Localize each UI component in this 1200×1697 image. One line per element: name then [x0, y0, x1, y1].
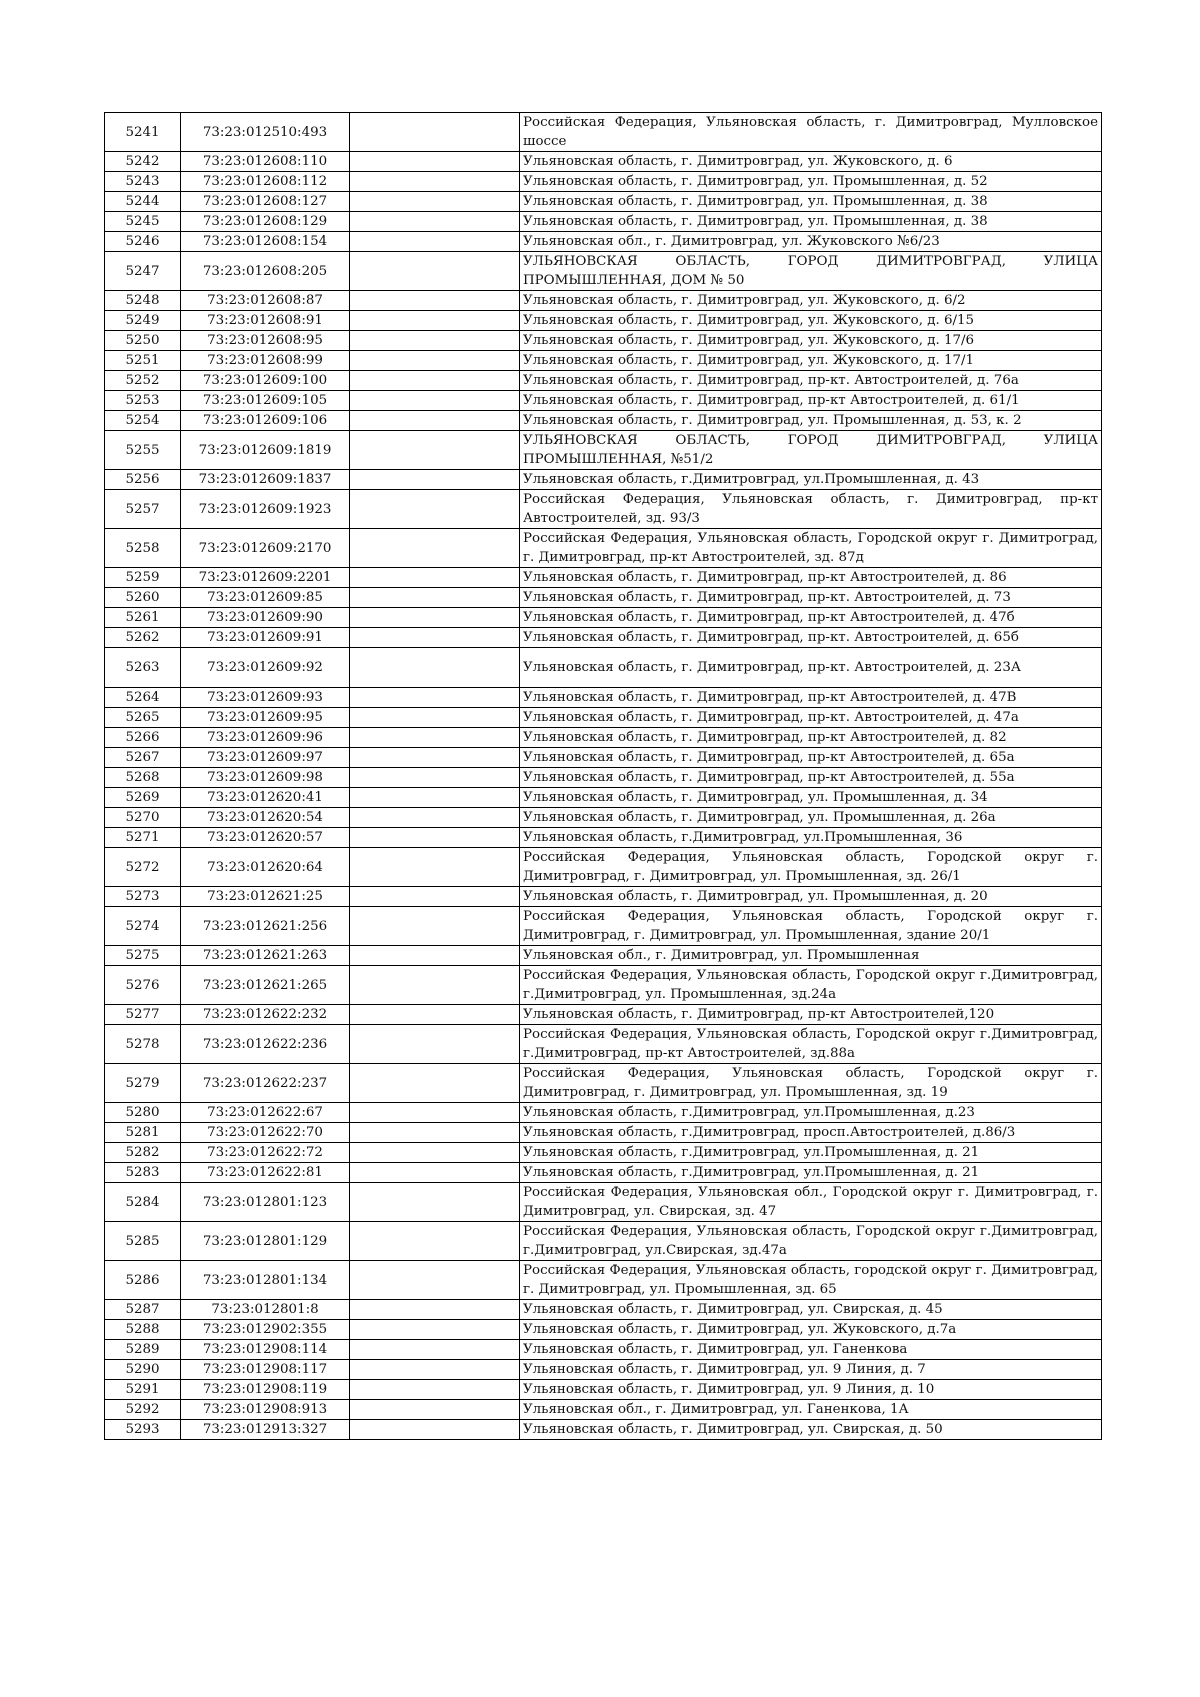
- address-cell: Ульяновская область, г. Димитровград, пр-кт Автостроителей, д. 55а: [520, 768, 1102, 788]
- address-cell: Ульяновская область, г. Димитровград, ул. Промышленная, д. 38: [520, 212, 1102, 232]
- empty-cell: [350, 708, 520, 728]
- row-number-cell: 5268: [105, 768, 181, 788]
- table-row: [105, 588, 1102, 608]
- address-cell: УЛЬЯНОВСКАЯ ОБЛАСТЬ, ГОРОД ДИМИТРОВГРАД, УЛИЦА ПРОМЫШЛЕННАЯ, №51/2: [520, 431, 1102, 470]
- table-row: [105, 1064, 1102, 1103]
- table-row: [105, 568, 1102, 588]
- row-number-cell: 5280: [105, 1103, 181, 1123]
- cadastral-number-cell: 73:23:012609:93: [181, 688, 350, 708]
- empty-cell: [350, 1320, 520, 1340]
- row-number-cell: 5248: [105, 291, 181, 311]
- table-row: [105, 431, 1102, 470]
- table-row: [105, 1261, 1102, 1300]
- row-number-cell: 5285: [105, 1222, 181, 1261]
- cadastral-number-cell: 73:23:012908:119: [181, 1380, 350, 1400]
- row-number-cell: 5246: [105, 232, 181, 252]
- cadastral-number-cell: 73:23:012620:64: [181, 848, 350, 887]
- cadastral-number-cell: 73:23:012620:57: [181, 828, 350, 848]
- empty-cell: [350, 1420, 520, 1440]
- table-row: [105, 1420, 1102, 1440]
- cadastral-number-cell: 73:23:012608:95: [181, 331, 350, 351]
- empty-cell: [350, 788, 520, 808]
- empty-cell: [350, 688, 520, 708]
- table-row: [105, 788, 1102, 808]
- empty-cell: [350, 252, 520, 291]
- table-row: [105, 371, 1102, 391]
- row-number-cell: 5247: [105, 252, 181, 291]
- table-row: [105, 748, 1102, 768]
- table-row: [105, 490, 1102, 529]
- row-number-cell: 5272: [105, 848, 181, 887]
- cadastral-number-cell: 73:23:012609:95: [181, 708, 350, 728]
- empty-cell: [350, 391, 520, 411]
- row-number-cell: 5266: [105, 728, 181, 748]
- cadastral-number-cell: 73:23:012609:1819: [181, 431, 350, 470]
- cadastral-number-cell: 73:23:012801:8: [181, 1300, 350, 1320]
- table-row: [105, 232, 1102, 252]
- empty-cell: [350, 608, 520, 628]
- row-number-cell: 5264: [105, 688, 181, 708]
- table-row: [105, 192, 1102, 212]
- address-cell: Ульяновская область, г. Димитровград, пр-кт. Автостроителей, д. 65б: [520, 628, 1102, 648]
- empty-cell: [350, 291, 520, 311]
- empty-cell: [350, 1103, 520, 1123]
- row-number-cell: 5243: [105, 172, 181, 192]
- empty-cell: [350, 1222, 520, 1261]
- empty-cell: [350, 311, 520, 331]
- empty-cell: [350, 588, 520, 608]
- cadastral-number-cell: 73:23:012621:263: [181, 946, 350, 966]
- table-row: [105, 152, 1102, 172]
- address-cell: Ульяновская область, г.Димитровград, ул.Промышленная, д. 21: [520, 1143, 1102, 1163]
- empty-cell: [350, 768, 520, 788]
- empty-cell: [350, 351, 520, 371]
- empty-cell: [350, 152, 520, 172]
- address-cell: Ульяновская область, г. Димитровград, ул. Промышленная, д. 34: [520, 788, 1102, 808]
- table-row: [105, 608, 1102, 628]
- table-row: [105, 252, 1102, 291]
- address-cell: Российская Федерация, Ульяновская область, Городской округ г.Димитровград, г.Димитровград, пр-кт Автостроителей, зд.88а: [520, 1025, 1102, 1064]
- address-cell: Ульяновская область, г.Димитровград, ул.Промышленная, 36: [520, 828, 1102, 848]
- row-number-cell: 5273: [105, 887, 181, 907]
- row-number-cell: 5263: [105, 648, 181, 688]
- table-row: [105, 1103, 1102, 1123]
- row-number-cell: 5244: [105, 192, 181, 212]
- row-number-cell: 5259: [105, 568, 181, 588]
- empty-cell: [350, 1005, 520, 1025]
- address-cell: Российская Федерация, Ульяновская область, Городской округ г. Димитровград, г. Димитровград, ул. Промышленная, здание 20/1: [520, 907, 1102, 946]
- address-cell: Российская Федерация, Ульяновская область, городской округ г. Димитровград, г. Димитровград, ул. Промышленная, зд. 65: [520, 1261, 1102, 1300]
- empty-cell: [350, 1261, 520, 1300]
- cadastral-number-cell: 73:23:012608:91: [181, 311, 350, 331]
- row-number-cell: 5269: [105, 788, 181, 808]
- cadastral-number-cell: 73:23:012801:123: [181, 1183, 350, 1222]
- address-cell: Ульяновская область, г. Димитровград, ул. Промышленная, д. 20: [520, 887, 1102, 907]
- cadastral-number-cell: 73:23:012622:237: [181, 1064, 350, 1103]
- empty-cell: [350, 1183, 520, 1222]
- empty-cell: [350, 1360, 520, 1380]
- cadastral-number-cell: 73:23:012622:72: [181, 1143, 350, 1163]
- cadastral-number-cell: 73:23:012622:81: [181, 1163, 350, 1183]
- row-number-cell: 5284: [105, 1183, 181, 1222]
- address-cell: Ульяновская область, г. Димитровград, ул. Жуковского, д. 6: [520, 152, 1102, 172]
- table-row: [105, 172, 1102, 192]
- address-cell: Ульяновская область, г. Димитровград, ул. Жуковского, д. 17/6: [520, 331, 1102, 351]
- row-number-cell: 5254: [105, 411, 181, 431]
- row-number-cell: 5260: [105, 588, 181, 608]
- row-number-cell: 5290: [105, 1360, 181, 1380]
- empty-cell: [350, 966, 520, 1005]
- table-row: [105, 1123, 1102, 1143]
- row-number-cell: 5275: [105, 946, 181, 966]
- address-cell: Российская Федерация, Ульяновская область, Городской округ г.Димитровград, г.Димитровград, ул.Свирская, зд.47а: [520, 1222, 1102, 1261]
- row-number-cell: 5292: [105, 1400, 181, 1420]
- table-row: [105, 808, 1102, 828]
- row-number-cell: 5286: [105, 1261, 181, 1300]
- row-number-cell: 5278: [105, 1025, 181, 1064]
- row-number-cell: 5253: [105, 391, 181, 411]
- cadastral-number-cell: 73:23:012609:1837: [181, 470, 350, 490]
- address-cell: Ульяновская область, г. Димитровград, пр-кт Автостроителей, д. 86: [520, 568, 1102, 588]
- address-cell: Ульяновская область, г. Димитровград, пр-кт Автостроителей, д. 47б: [520, 608, 1102, 628]
- row-number-cell: 5276: [105, 966, 181, 1005]
- table-row: [105, 1320, 1102, 1340]
- row-number-cell: 5251: [105, 351, 181, 371]
- address-cell: Ульяновская область, г. Димитровград, ул. Промышленная, д. 52: [520, 172, 1102, 192]
- row-number-cell: 5277: [105, 1005, 181, 1025]
- empty-cell: [350, 232, 520, 252]
- table-row: [105, 212, 1102, 232]
- cadastral-number-cell: 73:23:012609:90: [181, 608, 350, 628]
- address-cell: Российская Федерация, Ульяновская область, г. Димитровград, пр-кт Автостроителей, зд. 93/3: [520, 490, 1102, 529]
- table-row: [105, 391, 1102, 411]
- address-cell: Ульяновская область, г. Димитровград, ул. Промышленная, д. 38: [520, 192, 1102, 212]
- table-row: [105, 1222, 1102, 1261]
- table-row: [105, 728, 1102, 748]
- row-number-cell: 5288: [105, 1320, 181, 1340]
- row-number-cell: 5291: [105, 1380, 181, 1400]
- table-row: [105, 1360, 1102, 1380]
- row-number-cell: 5258: [105, 529, 181, 568]
- address-cell: Ульяновская обл., г. Димитровград, ул. Ганенкова, 1А: [520, 1400, 1102, 1420]
- empty-cell: [350, 907, 520, 946]
- address-cell: Ульяновская область, г. Димитровград, пр-кт. Автостроителей, д. 73: [520, 588, 1102, 608]
- row-number-cell: 5261: [105, 608, 181, 628]
- register-body: [105, 113, 1102, 1440]
- address-cell: Ульяновская область, г. Димитровград, ул. Промышленная, д. 26а: [520, 808, 1102, 828]
- table-row: [105, 966, 1102, 1005]
- row-number-cell: 5257: [105, 490, 181, 529]
- row-number-cell: 5283: [105, 1163, 181, 1183]
- table-row: [105, 411, 1102, 431]
- cadastral-number-cell: 73:23:012608:110: [181, 152, 350, 172]
- cadastral-number-cell: 73:23:012621:25: [181, 887, 350, 907]
- table-row: [105, 1143, 1102, 1163]
- address-cell: Ульяновская область, г. Димитровград, ул. Промышленная, д. 53, к. 2: [520, 411, 1102, 431]
- table-row: [105, 311, 1102, 331]
- row-number-cell: 5249: [105, 311, 181, 331]
- row-number-cell: 5271: [105, 828, 181, 848]
- empty-cell: [350, 808, 520, 828]
- table-row: [105, 848, 1102, 887]
- empty-cell: [350, 946, 520, 966]
- empty-cell: [350, 748, 520, 768]
- cadastral-number-cell: 73:23:012622:70: [181, 1123, 350, 1143]
- cadastral-number-cell: 73:23:012609:106: [181, 411, 350, 431]
- table-row: [105, 1005, 1102, 1025]
- address-cell: Ульяновская обл., г. Димитровград, ул. Жуковского №6/23: [520, 232, 1102, 252]
- address-cell: Ульяновская область, г. Димитровград, ул. Жуковского, д. 6/2: [520, 291, 1102, 311]
- table-row: [105, 628, 1102, 648]
- cadastral-number-cell: 73:23:012913:327: [181, 1420, 350, 1440]
- address-cell: Ульяновская область, г. Димитровград, ул. Жуковского, д. 6/15: [520, 311, 1102, 331]
- empty-cell: [350, 411, 520, 431]
- table-row: [105, 1183, 1102, 1222]
- cadastral-number-cell: 73:23:012609:91: [181, 628, 350, 648]
- table-row: [105, 1380, 1102, 1400]
- empty-cell: [350, 628, 520, 648]
- address-cell: Ульяновская область, г. Димитровград, пр-кт. Автостроителей, д. 47а: [520, 708, 1102, 728]
- table-row: [105, 1300, 1102, 1320]
- empty-cell: [350, 1380, 520, 1400]
- table-row: [105, 470, 1102, 490]
- cadastral-number-cell: 73:23:012609:98: [181, 768, 350, 788]
- table-row: [105, 907, 1102, 946]
- table-row: [105, 648, 1102, 688]
- address-cell: Российская Федерация, Ульяновская область, Городской округ г. Димитроград, г. Димитровград, пр-кт Автостроителей, зд. 87д: [520, 529, 1102, 568]
- cadastral-number-cell: 73:23:012609:100: [181, 371, 350, 391]
- table-row: [105, 1400, 1102, 1420]
- cadastral-number-cell: 73:23:012609:96: [181, 728, 350, 748]
- address-cell: Ульяновская область, г. Димитровград, пр-кт. Автостроителей, д. 23А: [520, 648, 1102, 688]
- cadastral-number-cell: 73:23:012608:99: [181, 351, 350, 371]
- row-number-cell: 5287: [105, 1300, 181, 1320]
- table-row: [105, 828, 1102, 848]
- cadastral-number-cell: 73:23:012608:129: [181, 212, 350, 232]
- address-cell: Российская Федерация, Ульяновская область, г. Димитровград, Мулловское шоссе: [520, 113, 1102, 152]
- row-number-cell: 5245: [105, 212, 181, 232]
- empty-cell: [350, 1300, 520, 1320]
- table-row: [105, 688, 1102, 708]
- row-number-cell: 5279: [105, 1064, 181, 1103]
- row-number-cell: 5270: [105, 808, 181, 828]
- address-cell: Ульяновская область, г. Димитровград, ул. Свирская, д. 45: [520, 1300, 1102, 1320]
- cadastral-number-cell: 73:23:012510:493: [181, 113, 350, 152]
- address-cell: Ульяновская область, г. Димитровград, пр-кт Автостроителей, д. 82: [520, 728, 1102, 748]
- address-cell: Российская Федерация, Ульяновская область, Городской округ г. Димитровград, г. Димитровград, ул. Промышленная, зд. 19: [520, 1064, 1102, 1103]
- table-row: [105, 331, 1102, 351]
- address-cell: Ульяновская область, г. Димитровград, ул. Жуковского, д.7а: [520, 1320, 1102, 1340]
- cadastral-number-cell: 73:23:012609:2170: [181, 529, 350, 568]
- empty-cell: [350, 172, 520, 192]
- address-cell: Ульяновская область, г. Димитровград, ул. 9 Линия, д. 10: [520, 1380, 1102, 1400]
- empty-cell: [350, 568, 520, 588]
- empty-cell: [350, 529, 520, 568]
- table-row: [105, 768, 1102, 788]
- cadastral-number-cell: 73:23:012608:205: [181, 252, 350, 291]
- empty-cell: [350, 1025, 520, 1064]
- address-cell: УЛЬЯНОВСКАЯ ОБЛАСТЬ, ГОРОД ДИМИТРОВГРАД, УЛИЦА ПРОМЫШЛЕННАЯ, ДОМ № 50: [520, 252, 1102, 291]
- empty-cell: [350, 192, 520, 212]
- row-number-cell: 5262: [105, 628, 181, 648]
- cadastral-number-cell: 73:23:012622:236: [181, 1025, 350, 1064]
- row-number-cell: 5255: [105, 431, 181, 470]
- address-cell: Ульяновская область, г.Димитровград, просп.Автостроителей, д.86/3: [520, 1123, 1102, 1143]
- row-number-cell: 5289: [105, 1340, 181, 1360]
- row-number-cell: 5252: [105, 371, 181, 391]
- cadastral-number-cell: 73:23:012908:913: [181, 1400, 350, 1420]
- cadastral-number-cell: 73:23:012908:114: [181, 1340, 350, 1360]
- table-row: [105, 946, 1102, 966]
- table-row: [105, 113, 1102, 152]
- cadastral-number-cell: 73:23:012609:2201: [181, 568, 350, 588]
- address-cell: Российская Федерация, Ульяновская область, Городской округ г.Димитровград, г.Димитровград, ул. Промышленная, зд.24а: [520, 966, 1102, 1005]
- table-row: [105, 529, 1102, 568]
- address-cell: Ульяновская обл., г. Димитровград, ул. Промышленная: [520, 946, 1102, 966]
- empty-cell: [350, 848, 520, 887]
- empty-cell: [350, 371, 520, 391]
- row-number-cell: 5281: [105, 1123, 181, 1143]
- table-row: [105, 291, 1102, 311]
- address-cell: Ульяновская область, г. Димитровград, пр-кт Автостроителей, д. 65а: [520, 748, 1102, 768]
- cadastral-number-cell: 73:23:012801:134: [181, 1261, 350, 1300]
- cadastral-number-cell: 73:23:012622:232: [181, 1005, 350, 1025]
- address-cell: Ульяновская область, г. Димитровград, ул. Жуковского, д. 17/1: [520, 351, 1102, 371]
- address-cell: Ульяновская область, г. Димитровград, ул. Ганенкова: [520, 1340, 1102, 1360]
- empty-cell: [350, 490, 520, 529]
- row-number-cell: 5241: [105, 113, 181, 152]
- cadastral-number-cell: 73:23:012609:97: [181, 748, 350, 768]
- table-row: [105, 887, 1102, 907]
- cadastral-number-cell: 73:23:012908:117: [181, 1360, 350, 1380]
- cadastral-number-cell: 73:23:012620:41: [181, 788, 350, 808]
- cadastral-number-cell: 73:23:012608:127: [181, 192, 350, 212]
- table-row: [105, 1340, 1102, 1360]
- row-number-cell: 5250: [105, 331, 181, 351]
- address-cell: Ульяновская область, г. Димитровград, пр-кт Автостроителей,120: [520, 1005, 1102, 1025]
- empty-cell: [350, 828, 520, 848]
- address-cell: Ульяновская область, г. Димитровград, пр-кт. Автостроителей, д. 76а: [520, 371, 1102, 391]
- empty-cell: [350, 1340, 520, 1360]
- empty-cell: [350, 212, 520, 232]
- address-cell: Ульяновская область, г.Димитровград, ул.Промышленная, д. 21: [520, 1163, 1102, 1183]
- address-cell: Ульяновская область, г.Димитровград, ул.Промышленная, д. 43: [520, 470, 1102, 490]
- row-number-cell: 5242: [105, 152, 181, 172]
- empty-cell: [350, 331, 520, 351]
- empty-cell: [350, 887, 520, 907]
- address-cell: Российская Федерация, Ульяновская обл., Городской округ г. Димитровград, г. Димитровград, ул. Свирская, зд. 47: [520, 1183, 1102, 1222]
- empty-cell: [350, 1163, 520, 1183]
- cadastral-register-table: [104, 112, 1102, 1440]
- empty-cell: [350, 648, 520, 688]
- empty-cell: [350, 1143, 520, 1163]
- cadastral-number-cell: 73:23:012621:265: [181, 966, 350, 1005]
- address-cell: Ульяновская область, г. Димитровград, ул. Свирская, д. 50: [520, 1420, 1102, 1440]
- cadastral-number-cell: 73:23:012609:85: [181, 588, 350, 608]
- table-row: [105, 1025, 1102, 1064]
- empty-cell: [350, 470, 520, 490]
- cadastral-number-cell: 73:23:012622:67: [181, 1103, 350, 1123]
- cadastral-number-cell: 73:23:012621:256: [181, 907, 350, 946]
- cadastral-number-cell: 73:23:012609:92: [181, 648, 350, 688]
- cadastral-number-cell: 73:23:012608:154: [181, 232, 350, 252]
- empty-cell: [350, 728, 520, 748]
- row-number-cell: 5256: [105, 470, 181, 490]
- empty-cell: [350, 1123, 520, 1143]
- empty-cell: [350, 1064, 520, 1103]
- table-row: [105, 708, 1102, 728]
- address-cell: Ульяновская область, г. Димитровград, пр-кт Автостроителей, д. 61/1: [520, 391, 1102, 411]
- cadastral-number-cell: 73:23:012609:105: [181, 391, 350, 411]
- row-number-cell: 5282: [105, 1143, 181, 1163]
- empty-cell: [350, 113, 520, 152]
- empty-cell: [350, 1400, 520, 1420]
- row-number-cell: 5267: [105, 748, 181, 768]
- address-cell: Российская Федерация, Ульяновская область, Городской округ г. Димитровград, г. Димитровград, ул. Промышленная, зд. 26/1: [520, 848, 1102, 887]
- row-number-cell: 5293: [105, 1420, 181, 1440]
- table-row: [105, 1163, 1102, 1183]
- cadastral-number-cell: 73:23:012620:54: [181, 808, 350, 828]
- cadastral-number-cell: 73:23:012608:112: [181, 172, 350, 192]
- cadastral-number-cell: 73:23:012902:355: [181, 1320, 350, 1340]
- address-cell: Ульяновская область, г. Димитровград, пр-кт Автостроителей, д. 47В: [520, 688, 1102, 708]
- cadastral-number-cell: 73:23:012801:129: [181, 1222, 350, 1261]
- empty-cell: [350, 431, 520, 470]
- cadastral-number-cell: 73:23:012609:1923: [181, 490, 350, 529]
- table-row: [105, 351, 1102, 371]
- row-number-cell: 5265: [105, 708, 181, 728]
- address-cell: Ульяновская область, г. Димитровград, ул. 9 Линия, д. 7: [520, 1360, 1102, 1380]
- row-number-cell: 5274: [105, 907, 181, 946]
- cadastral-number-cell: 73:23:012608:87: [181, 291, 350, 311]
- address-cell: Ульяновская область, г.Димитровград, ул.Промышленная, д.23: [520, 1103, 1102, 1123]
